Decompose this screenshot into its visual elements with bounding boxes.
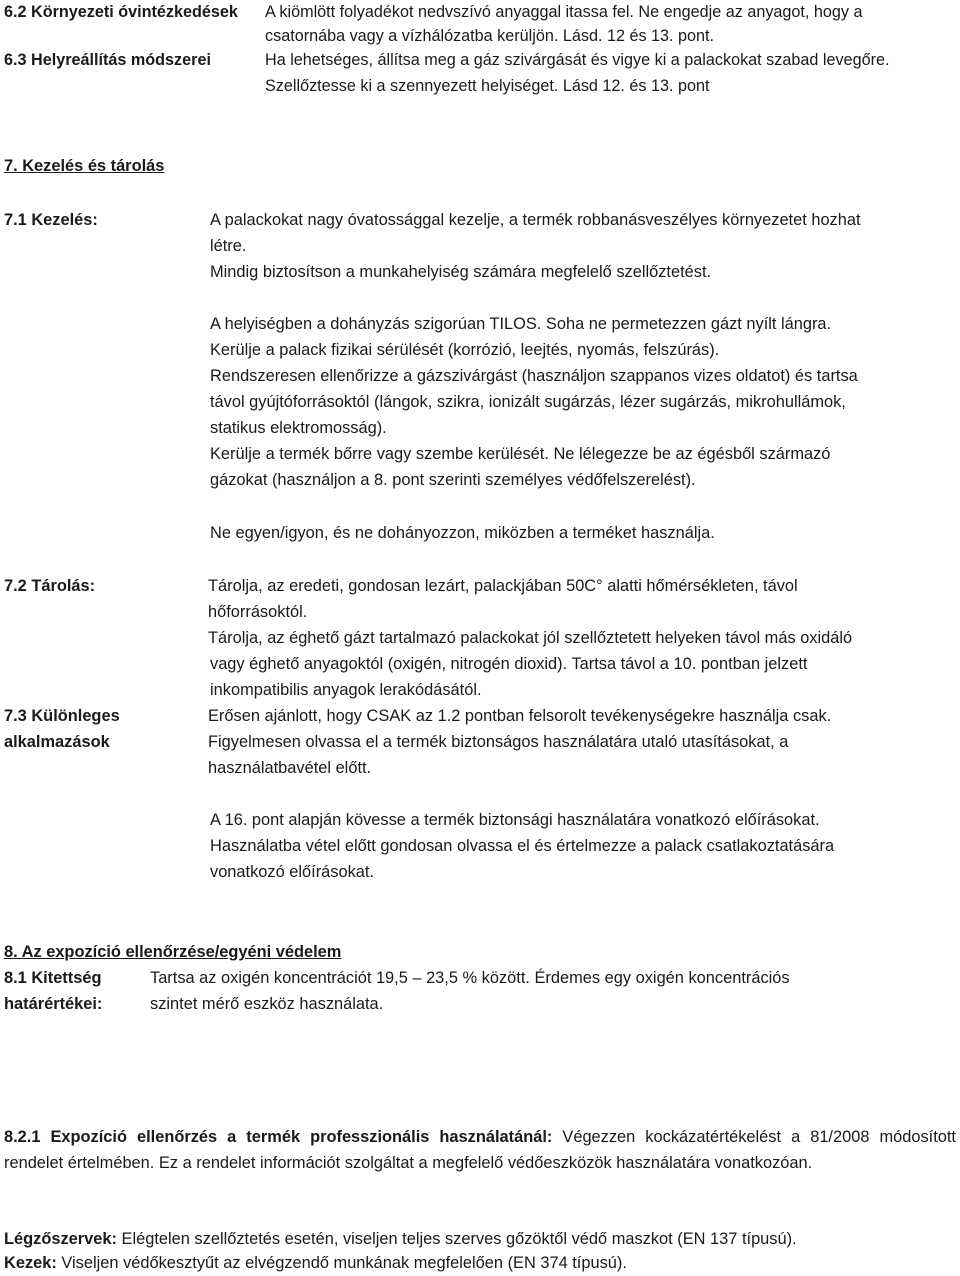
handling-line: Kerülje a palack fizikai sérülését (korrózió, leejtés, nyomás, felszúrás). <box>210 341 720 359</box>
handling-line: távol gyújtóforrásoktól (lángok, szikra, ionizált sugárzás, lézer sugárzás, mikrohullámok, <box>210 393 846 411</box>
section-6-3-label: 6.3 Helyreállítás módszerei <box>4 51 211 69</box>
special-use-line: Erősen ajánlott, hogy CSAK az 1.2 pontban felsorolt tevékenységekre használja csak. <box>208 707 832 725</box>
storage-line: inkompatibilis anyagok lerakódásától. <box>210 681 482 699</box>
hands-label: Kezek: <box>4 1254 57 1272</box>
handling-line: statikus elektromosság). <box>210 419 387 437</box>
special-use-line: Figyelmesen olvassa el a termék biztonságos használatára utaló utasításokat, a <box>208 733 789 751</box>
handling-line: A palackokat nagy óvatossággal kezelje, a termék robbanásveszélyes környezetet hozhat <box>210 211 861 229</box>
section-6-2-line-1: A kiömlött folyadékot nedvszívó anyaggal itassa fel. Ne engedje az anyagot, hogy a <box>265 3 863 21</box>
section-6-3-line-2: Szellőztesse ki a szennyezett helyiséget. Lásd 12. és 13. pont <box>265 77 710 95</box>
hand-protection <box>4 1250 627 1276</box>
exposure-limit-line: szintet mérő eszköz használata. <box>150 995 384 1013</box>
section-7-2-label: 7.2 Tárolás: <box>4 577 96 595</box>
special-use-line: vonatkozó előírásokat. <box>210 863 375 881</box>
special-use-line: használatbavétel előtt. <box>208 759 372 777</box>
section-6-3-line-1: Ha lehetséges, állítsa meg a gáz szivárgását és vigye ki a palackokat szabad levegőre. <box>265 51 890 69</box>
handling-line: Mindig biztosítson a munkahelyiség számára megfelelő szellőztetést. <box>210 263 712 281</box>
storage-line: hőforrásoktól. <box>208 603 308 621</box>
section-8-2-1-text: Végezzen kockázatértékelést a 81/2008 módosított rendelet értelmében. Ez a rendelet információt szolgáltat a megfelelő védőeszközök használatára vonatkozóan. <box>4 1128 956 1172</box>
section-7-1-label: 7.1 Kezelés: <box>4 211 98 229</box>
respiratory-text: Elégtelen szellőztetés esetén, viseljen teljes szerves gőzöktől védő maszkot (EN 137 típusú). <box>121 1230 797 1248</box>
section-8-1-label: 8.1 Kitettség <box>4 969 102 987</box>
handling-line: Ne egyen/igyon, és ne dohányozzon, miközben a terméket használja. <box>210 524 715 542</box>
storage-line: Tárolja, az éghető gázt tartalmazó palackokat jól szellőztetett helyeken távol más oxidáló <box>208 629 853 647</box>
handling-line: Rendszeresen ellenőrizze a gázszivárgást (használjon szappanos vizes oldatot) és tartsa <box>210 367 858 385</box>
section-6-2-line-2: csatornába vagy a vízhálózatba kerüljön. Lásd. 12 és 13. pont. <box>265 27 715 45</box>
respiratory-label: Légzőszervek: <box>4 1230 117 1248</box>
section-8-2-1-paragraph <box>4 1124 956 1176</box>
section-7-3-label-cont: alkalmazások <box>4 733 110 751</box>
section-8-1-label-cont: határértékei: <box>4 995 103 1013</box>
handling-line: Kerülje a termék bőrre vagy szembe kerülését. Ne lélegezze be az égésből származó <box>210 445 831 463</box>
respiratory-protection <box>4 1226 797 1252</box>
section-8-heading: 8. Az expozíció ellenőrzése/egyéni védelem <box>4 943 342 961</box>
section-8-2-1-label: 8.2.1 Expozíció ellenőrzés a termék professzionális használatánál: <box>4 1128 553 1146</box>
exposure-limit-line: Tartsa az oxigén koncentrációt 19,5 – 23,5 % között. Érdemes egy oxigén koncentrációs <box>150 969 790 987</box>
storage-line: vagy éghető anyagoktól (oxigén, nitrogén dioxid). Tartsa távol a 10. pontban jelzett <box>210 655 808 673</box>
handling-line: A helyiségben a dohányzás szigorúan TILOS. Soha ne permetezzen gázt nyílt lángra. <box>210 315 832 333</box>
special-use-line: Használatba vétel előtt gondosan olvassa el és értelmezze a palack csatlakoztatására <box>210 837 835 855</box>
special-use-line: A 16. pont alapján kövesse a termék biztonsági használatára vonatkozó előírásokat. <box>210 811 820 829</box>
storage-line: Tárolja, az eredeti, gondosan lezárt, palackjában 50C° alatti hőmérsékleten, távol <box>208 577 798 595</box>
section-6-2-label: 6.2 Környezeti óvintézkedések <box>4 3 238 21</box>
hands-text: Viseljen védőkesztyűt az elvégzendő munkának megfelelően (EN 374 típusú). <box>61 1254 627 1272</box>
handling-line: létre. <box>210 237 247 255</box>
section-7-heading: 7. Kezelés és tárolás <box>4 157 165 175</box>
section-7-3-label: 7.3 Különleges <box>4 707 120 725</box>
handling-line: gázokat (használjon a 8. pont szerinti személyes védőfelszerelést). <box>210 471 696 489</box>
